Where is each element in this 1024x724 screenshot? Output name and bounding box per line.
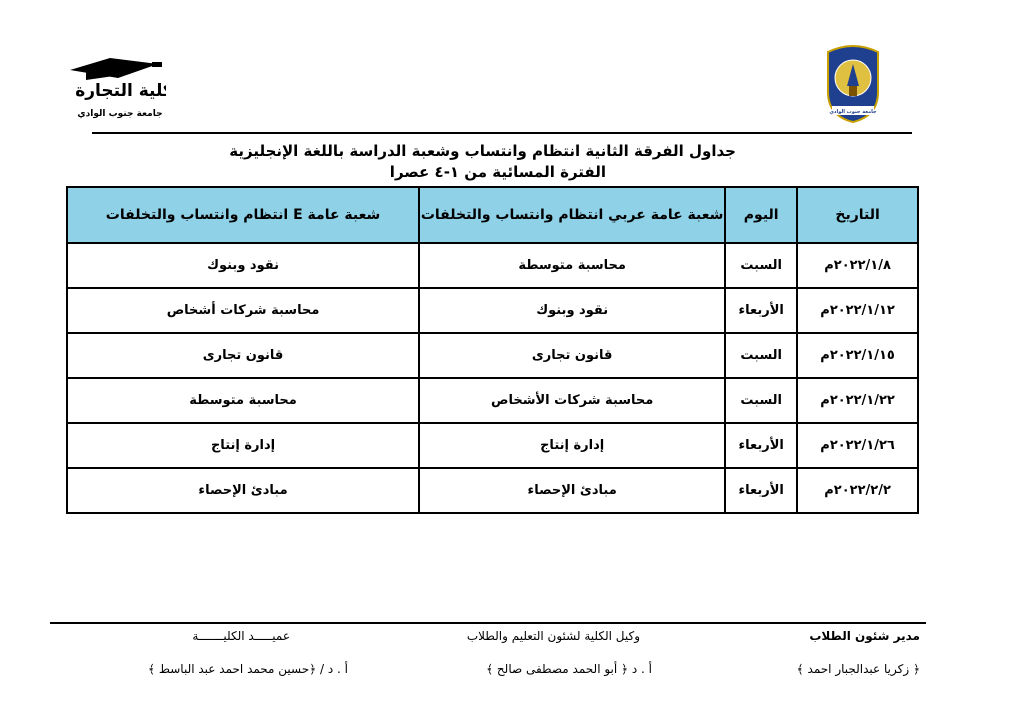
day-cell: السبت [725,243,797,288]
student-affairs-name: ﴿ زكريا عبدالجبار احمد ﴾ [796,662,920,676]
table-header-row [67,187,918,243]
date-cell: ٢٠٢٢/١/٢٦م [797,423,918,468]
header-english-section: شعبة عامة E انتظام وانتساب والتخلفات [67,187,419,243]
date-cell: ٢٠٢٢/١/٨م [797,243,918,288]
schedule-table [66,186,919,514]
footer-divider [50,622,926,624]
arabic-subject-cell: محاسبة متوسطة [419,243,725,288]
day-cell: الأربعاء [725,423,797,468]
day-cell: الأربعاء [725,468,797,513]
page-title: جداول الفرقة الثانية انتظام وانتساب وشعبة الدراسة باللغة الإنجليزية [229,142,736,160]
arabic-subject-cell: إدارة إنتاج [419,423,725,468]
arabic-subject-cell: نقود وبنوك [419,288,725,333]
date-cell: ٢٠٢٢/١/٢٢م [797,378,918,423]
english-subject-cell: قانون تجارى [67,333,419,378]
table-row [67,243,918,288]
english-subject-cell: محاسبة متوسطة [67,378,419,423]
arabic-subject-cell: مبادئ الإحصاء [419,468,725,513]
arabic-subject-cell: قانون تجارى [419,333,725,378]
svg-text:جامعة جنوب الوادي: جامعة جنوب الوادي [829,109,877,115]
date-cell: ٢٠٢٢/٢/٢م [797,468,918,513]
table-row [67,468,918,513]
faculty-logo [66,56,166,122]
english-subject-cell: نقود وبنوك [67,243,419,288]
vice-dean-title: وكيل الكلية لشئون التعليم والطلاب [466,629,640,643]
header-date: التاريخ [797,187,918,243]
english-subject-cell: مبادئ الإحصاء [67,468,419,513]
english-subject-cell: محاسبة شركات أشخاص [67,288,419,333]
table-row [67,378,918,423]
page-subtitle: الفترة المسائية من ١-٤ عصرا [389,163,606,181]
header-day: اليوم [725,187,797,243]
svg-text:جامعة جنوب الوادي: جامعة جنوب الوادي [77,109,163,119]
day-cell: السبت [725,378,797,423]
table-row [67,423,918,468]
english-subject-cell: إدارة إنتاج [67,423,419,468]
day-cell: السبت [725,333,797,378]
header-arabic-section: شعبة عامة عربي انتظام وانتساب والتخلفات [419,187,725,243]
day-cell: الأربعاء [725,288,797,333]
vice-dean-name: أ . د ﴿ أبو الحمد مصطفى صالح ﴾ [486,662,652,676]
arabic-subject-cell: محاسبة شركات الأشخاص [419,378,725,423]
svg-text:كلية التجارة: كلية التجارة [75,81,166,101]
student-affairs-title: مدير شئون الطلاب [809,629,920,643]
date-cell: ٢٠٢٢/١/١٥م [797,333,918,378]
header-divider [92,132,912,134]
dean-name: أ . د / ﴿حسين محمد احمد عبد الباسط ﴾ [148,662,348,676]
date-cell: ٢٠٢٢/١/١٢م [797,288,918,333]
dean-title: عميـــــد الكليـــــــة [192,629,290,643]
university-logo [822,42,884,126]
table-row [67,288,918,333]
table-row [67,333,918,378]
